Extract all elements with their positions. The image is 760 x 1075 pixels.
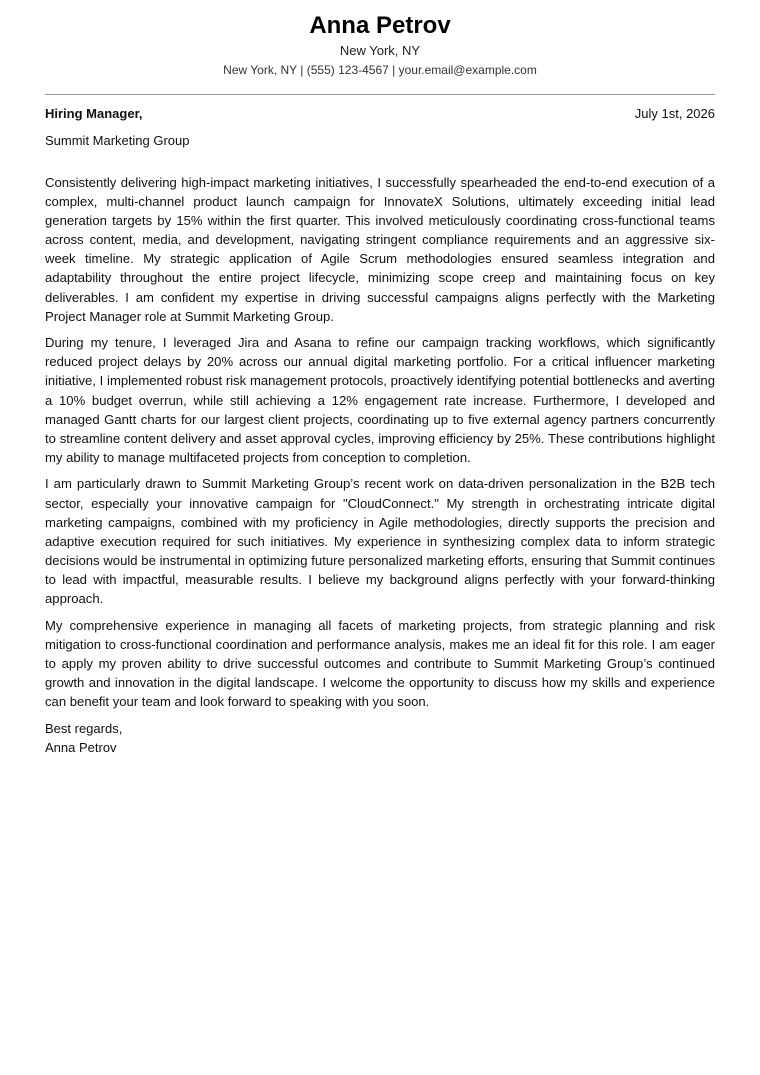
closing-salutation: Best regards, (45, 720, 123, 736)
body-paragraph-4: My comprehensive experience in managing all facets of marketing projects, from strategic planning and risk mitigation to cross-functional coordination and performance analysis, makes me an ideal fit for this role. I am eager to apply my proven ability to drive successful outcomes and contribute to Summit Marketing Group’s continued growth and innovation in the digital landscape. I welcome the opportunity to discuss how my skills and experience can benefit your team and look forward to speaking with you soon. (45, 617, 715, 709)
letter-date: July 1st, 2026 (634, 106, 715, 121)
letter-body (45, 173, 715, 711)
letter-header (45, 0, 715, 80)
body-paragraph-2: During my tenure, I leveraged Jira and Asana to refine our campaign tracking workflows, which significantly reduced project delays by 20% across our annual digital marketing portfolio. For a critical influencer marketing initiative, I implemented robust risk management protocols, proactively identifying potential bottlenecks and averting a 10% budget overrun, while still achieving a 12% engagement rate increase. Furthermore, I developed and managed Gantt charts for our largest client projects, coordinating up to five external agency partners concurrently to streamline content delivery and asset approval cycles, improving efficiency by 25%. These contributions highlight my ability to manage multifaceted projects from conception to completion. (45, 335, 715, 465)
recipient-date-row (45, 105, 715, 123)
letter-closing (45, 719, 715, 757)
cover-letter-page (45, 0, 715, 757)
closing-signature: Anna Petrov (45, 739, 117, 755)
body-paragraph-1: Consistently delivering high-impact marketing initiatives, I successfully spearheaded the end-to-end execution of a complex, multi-channel product launch campaign for InnovateX Solutions, ultimately exceeding initial lead generation targets by 15% within the first quarter. This involved meticulously coordinating cross-functional teams across content, media, and development, navigating stringent compliance requirements and an aggressive six-week timeline. My strategic application of Agile Scrum methodologies ensured seamless integration and adaptability throughout the entire project lifecycle, minimizing scope creep and maintaining focus on key deliverables. I am confident my expertise in driving successful campaigns aligns perfectly with the Marketing Project Manager role at Summit Marketing Group. (45, 175, 715, 324)
header-divider (45, 94, 715, 95)
applicant-location: New York, NY (339, 43, 421, 58)
recipient-greeting: Hiring Manager, (45, 106, 143, 121)
applicant-contact-line: New York, NY | (555) 123-4567 | your.email@example.com (223, 63, 537, 77)
body-paragraph-3: I am particularly drawn to Summit Marketing Group’s recent work on data-driven personalization in the B2B tech sector, especially your innovative campaign for "CloudConnect." My strength in orchestrating intricate digital marketing campaigns, combined with my proficiency in Agile methodologies, directly supports the precision and adaptive execution required for such initiatives. My experience in synthesizing complex data to inform strategic decisions would be instrumental in optimizing future personalized marketing efforts, ensuring that Summit continues to lead with impactful, measurable results. I believe my background aligns perfectly with your forward-thinking approach. (45, 476, 715, 606)
recipient-company: Summit Marketing Group (45, 133, 190, 148)
applicant-name: Anna Petrov (309, 12, 451, 39)
